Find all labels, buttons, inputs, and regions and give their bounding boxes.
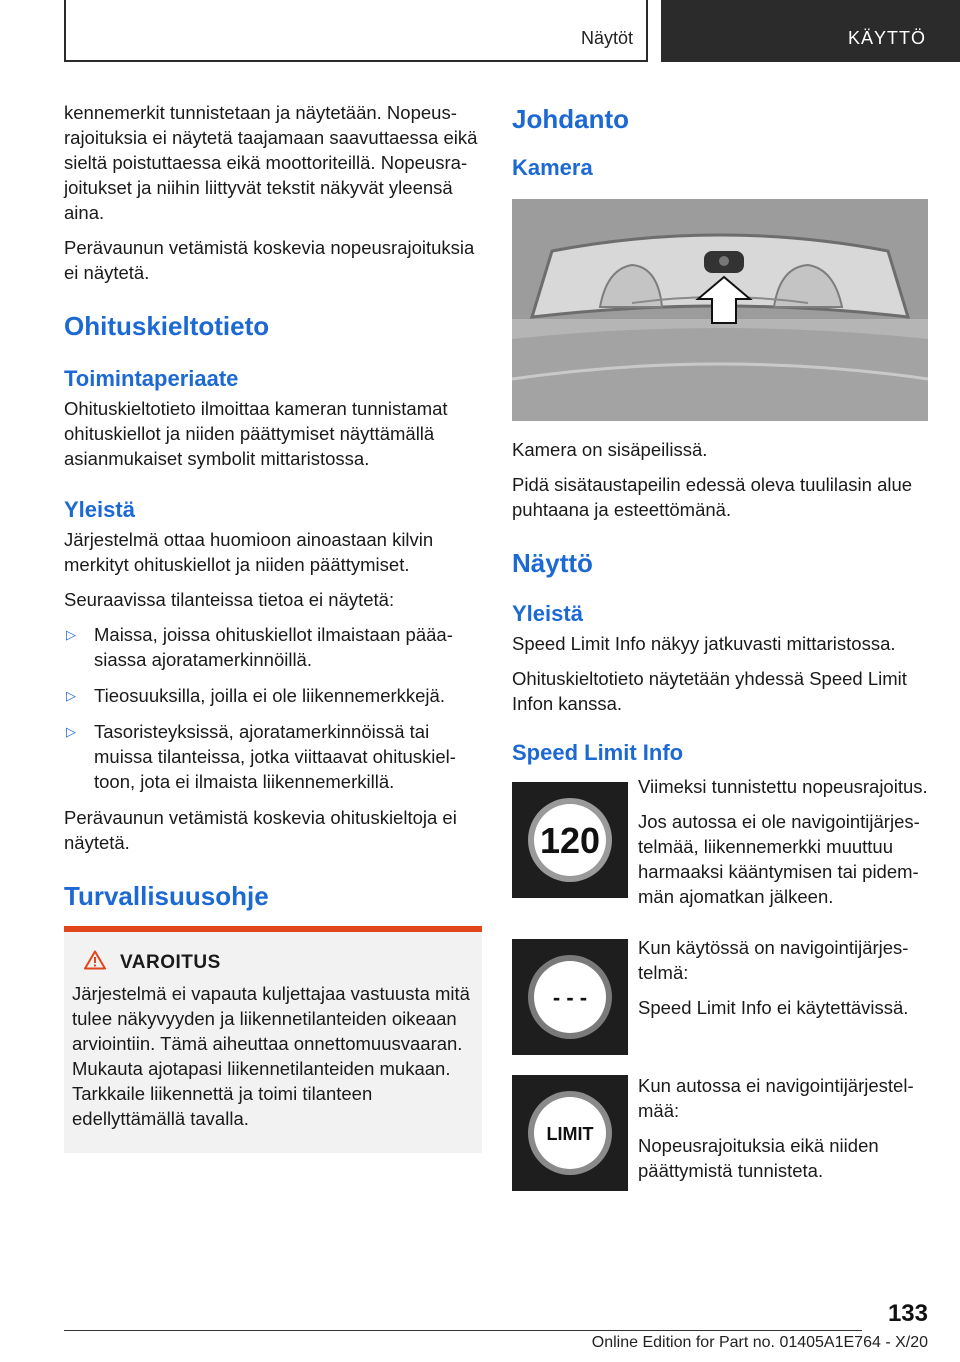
sign-unavailable-value: - - - — [552, 985, 588, 1010]
list-item — [64, 719, 482, 794]
triangle-bullet-icon: ▷ — [66, 627, 76, 642]
yleista-paragraph-1: Järjestelmä ottaa huomioon ainoastaan kilvin merkityt ohituskiellot ja niiden päättymiset. — [64, 529, 434, 575]
list-item-text: Tasoristeyksissä, ajoratamerkinnöissä tai muissa tilanteissa, jotka viittaavat ohituskieltoon, jota ei ilmaista liikennemerkillä. — [94, 721, 456, 792]
header-section-title: Näytöt — [580, 28, 633, 48]
header-chapter-title: KÄYTTÖ — [847, 28, 926, 48]
heading-johdanto: Johdanto — [512, 104, 629, 134]
speed-limit-entry-2-text — [638, 935, 930, 1020]
heading-yleista-left: Yleistä — [64, 497, 135, 522]
exception-list — [64, 622, 482, 794]
warning-header — [84, 950, 474, 975]
kamera-paragraph-1: Kamera on sisäpeilissä. — [512, 439, 708, 460]
page-number: 133 — [887, 1300, 928, 1327]
sli3-paragraph-1: Kun autossa ei navigointijärjestelmää: — [638, 1075, 914, 1121]
intro-paragraph-2: Perävaunun vetämistä koskevia nopeusrajoituksia ei näytetä. — [64, 237, 475, 283]
left-column — [64, 100, 482, 1153]
sli1-paragraph-1: Viimeksi tunnistettu nopeusrajoitus. — [638, 776, 928, 797]
list-item — [64, 622, 482, 672]
sign-limit-value: LIMIT — [546, 1124, 594, 1144]
footer-edition: Online Edition for Part no. 01405A1E764 - X/20 — [591, 1334, 928, 1351]
heading-kamera: Kamera — [512, 155, 593, 180]
naytto-paragraph-2: Ohituskieltotieto näytetään yhdessä Speed Limit Infon kanssa. — [512, 668, 907, 714]
speed-limit-limit-icon — [512, 1075, 628, 1191]
sli1-paragraph-2: Jos autossa ei ole navigointijärjestelmää, liikennemerkki muuttuu harmaaksi kääntymisen tai pidemmän ajomatkan jälkeen. — [638, 811, 920, 907]
sli3-paragraph-2: Nopeusrajoituksia eikä niiden päättymistä tunnisteta. — [638, 1135, 879, 1181]
warning-triangle-icon — [84, 950, 106, 975]
list-item — [64, 683, 482, 708]
warning-box — [64, 932, 482, 1153]
speed-limit-entry-1 — [512, 774, 930, 909]
camera-illustration — [512, 199, 930, 421]
speed-limit-entry-3-text — [638, 1073, 930, 1183]
triangle-bullet-icon: ▷ — [66, 724, 76, 739]
speed-limit-120-icon — [512, 782, 628, 898]
right-column — [512, 100, 930, 1191]
heading-yleista-right: Yleistä — [512, 601, 583, 626]
speed-limit-entry-1-text — [638, 774, 930, 909]
toimintaperiaate-paragraph: Ohituskieltotieto ilmoittaa kameran tunnistamat ohituskiellot ja niiden päättymiset näyttämällä asianmukaiset symbolit mittaristossa. — [64, 398, 448, 469]
naytto-paragraph-1: Speed Limit Info näkyy jatkuvasti mittaristossa. — [512, 633, 896, 654]
heading-speed-limit-info: Speed Limit Info — [512, 740, 684, 765]
list-item-text: Tieosuuksilla, joilla ei ole liikennemerkkejä. — [94, 685, 445, 706]
heading-naytto: Näyttö — [512, 548, 593, 578]
warning-text: Järjestelmä ei vapauta kuljettajaa vastuusta mitä tulee näkyvyyden ja liikennetilanteiden oikeaan arviointiin. Tämä aiheuttaa onnettomuusvaaran. Mukauta ajotapasi liikennetilanteiden mukaan. Tarkkaile liikennettä ja toimi tilanteen edellyttämällä tavalla. — [72, 983, 470, 1129]
header-section-box — [64, 0, 648, 62]
speed-limit-entry-3 — [512, 1073, 930, 1191]
yleista-paragraph-2: Seuraavissa tilanteissa tietoa ei näytetä: — [64, 589, 395, 610]
heading-toimintaperiaate: Toimintaperiaate — [64, 366, 239, 391]
sli2-paragraph-2: Speed Limit Info ei käytettävissä. — [638, 997, 909, 1018]
header-chapter-box — [661, 0, 960, 62]
speed-limit-entry-2 — [512, 935, 930, 1053]
list-item-text: Maissa, joissa ohituskiellot ilmaistaan pääasiassa ajoratamerkinnöillä. — [94, 624, 453, 670]
sign-120-value: 120 — [539, 820, 601, 861]
intro-paragraph-1: kennemerkit tunnistetaan ja näytetään. Nopeusrajoituksia ei näytetä taajamaan saavuttaessa eikä sieltä poistuttaessa eikä moottoriteillä. Nopeusrajoitukset ja niihin liittyvät tekstit näkyvät yleensä aina. — [64, 102, 478, 223]
sli2-paragraph-1: Kun käytössä on navigointijärjestelmä: — [638, 937, 909, 983]
footer-rule — [64, 1330, 862, 1331]
heading-ohituskieltotieto: Ohituskieltotieto — [64, 311, 270, 341]
triangle-bullet-icon: ▷ — [66, 688, 76, 703]
warning-title: VAROITUS — [120, 951, 221, 973]
kamera-paragraph-2: Pidä sisätaustapeilin edessä oleva tuulilasin alue puhtaana ja esteettömänä. — [512, 474, 913, 520]
heading-turvallisuusohje: Turvallisuusohje — [64, 881, 269, 911]
speed-limit-unavailable-icon — [512, 939, 628, 1055]
yleista-paragraph-3: Perävaunun vetämistä koskevia ohituskieltoja ei näytetä. — [64, 807, 457, 853]
